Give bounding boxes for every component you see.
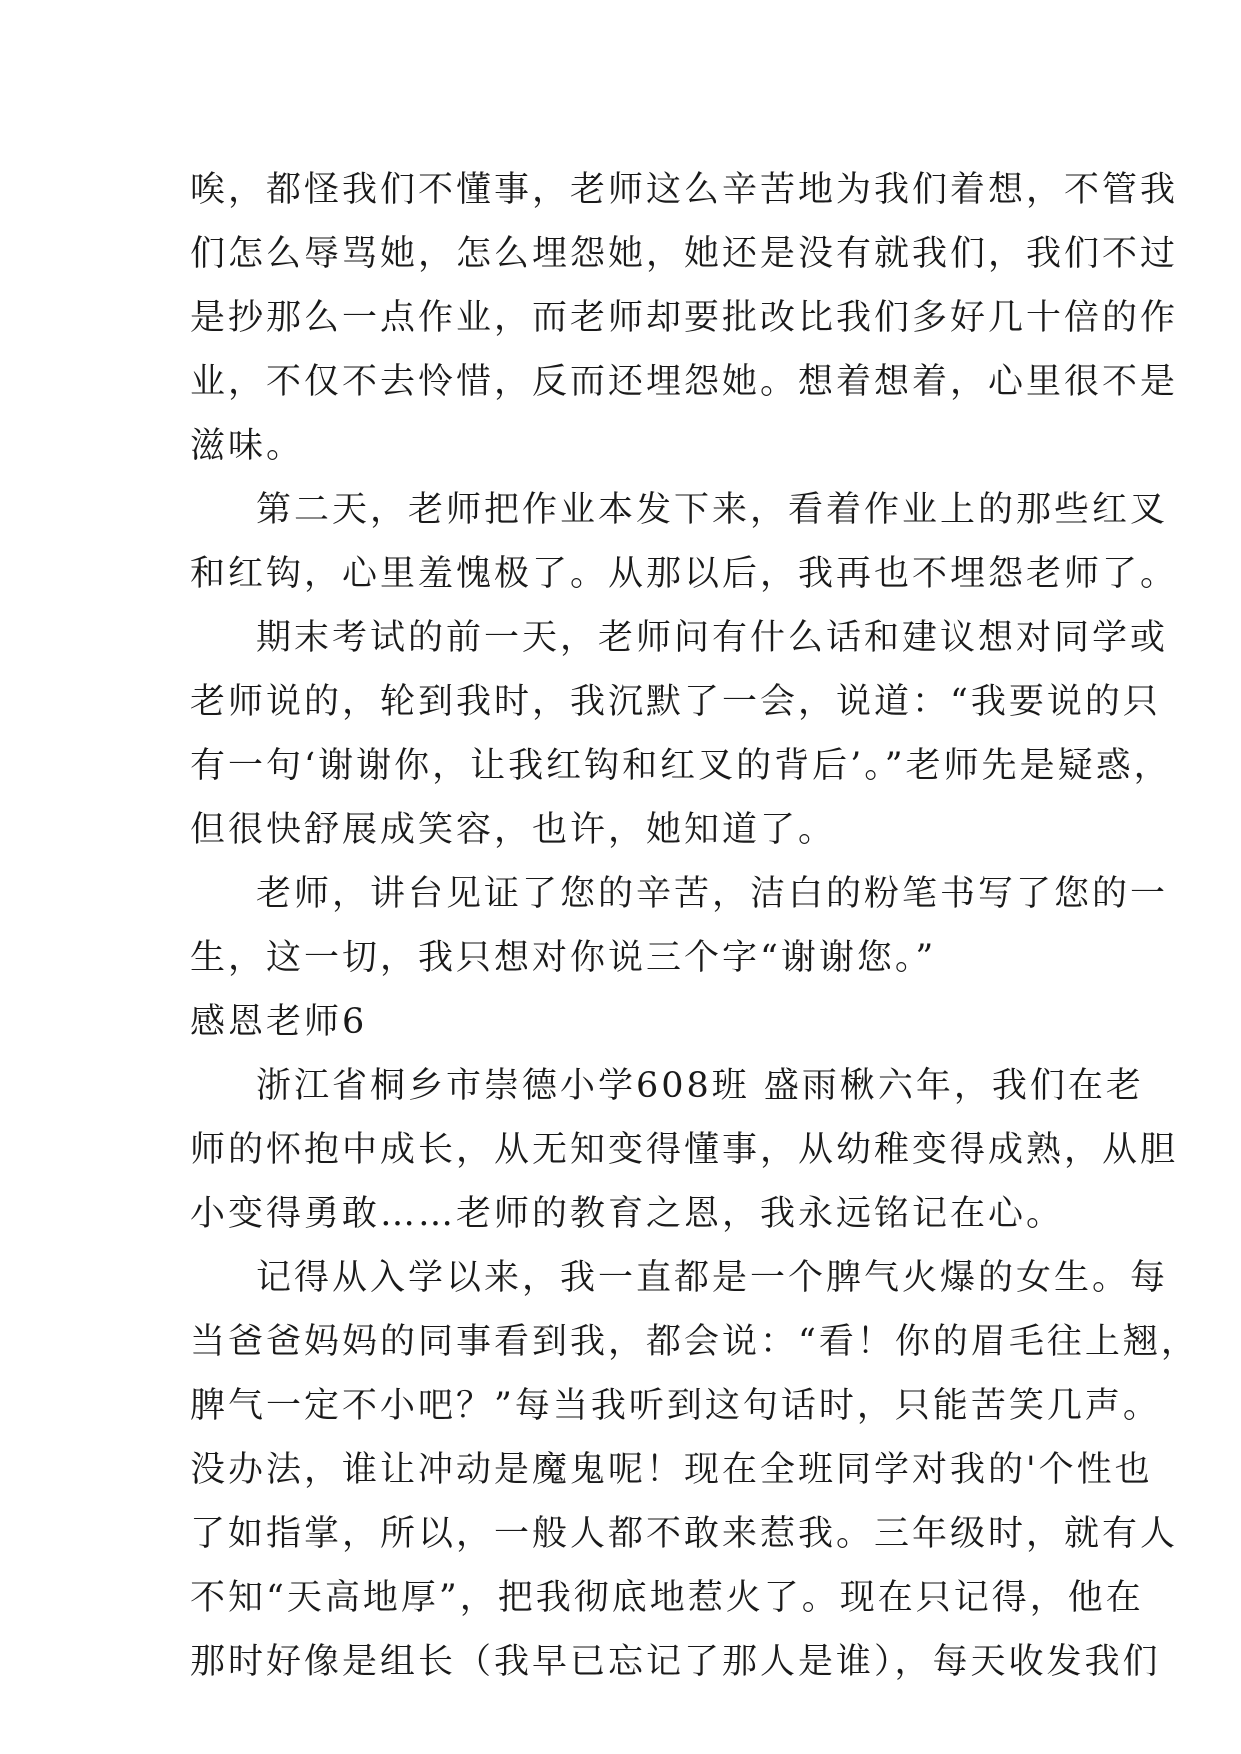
text-line: 有一句‘谢谢你，让我红钩和红叉的背后’。”老师先是疑惑， <box>190 746 1172 786</box>
document-body <box>190 158 1199 1694</box>
text-line: 脾气一定不小吧？”每当我听到这句话时，只能苦笑几声。 <box>190 1386 1161 1426</box>
paragraph-start-line: 第二天，老师把作业本发下来，看着作业上的那些红叉 <box>256 490 1169 530</box>
text-line: 没办法，谁让冲动是魔鬼呢！现在全班同学对我的'个性也 <box>190 1450 1153 1490</box>
text-line: 是抄那么一点作业，而老师却要批改比我们多好几十倍的作 <box>190 298 1179 338</box>
paragraph-start-line: 老师，讲台见证了您的辛苦，洁白的粉笔书写了您的一 <box>256 874 1169 914</box>
text-line: 老师说的，轮到我时，我沉默了一会，说道：“我要说的只 <box>190 682 1161 722</box>
text-line: 们怎么辱骂她，怎么埋怨她，她还是没有就我们，我们不过 <box>190 234 1179 274</box>
paragraph-start-line: 期末考试的前一天，老师问有什么话和建议想对同学或 <box>256 618 1169 658</box>
section-heading: 感恩老师6 <box>190 1002 368 1042</box>
text-line: 但很快舒展成笑容，也许，她知道了。 <box>190 810 837 850</box>
text-line: 滋味。 <box>190 426 305 466</box>
text-line: 当爸爸妈妈的同事看到我，都会说：“看！你的眉毛往上翘， <box>190 1322 1199 1362</box>
text-line: 唉，都怪我们不懂事，老师这么辛苦地为我们着想，不管我 <box>190 170 1179 210</box>
paragraph-start-line: 浙江省桐乡市崇德小学608班 盛雨楸六年，我们在老 <box>256 1066 1144 1106</box>
text-line: 不知“天高地厚”，把我彻底地惹火了。现在只记得，他在 <box>190 1578 1144 1618</box>
text-line: 生，这一切，我只想对你说三个字“谢谢您。” <box>190 938 937 978</box>
paragraph-start-line: 记得从入学以来，我一直都是一个脾气火爆的女生。每 <box>256 1258 1169 1298</box>
text-line: 小变得勇敢……老师的教育之恩，我永远铭记在心。 <box>190 1194 1065 1234</box>
text-line: 业，不仅不去怜惜，反而还埋怨她。想着想着，心里很不是 <box>190 362 1179 402</box>
text-line: 了如指掌，所以，一般人都不敢来惹我。三年级时，就有人 <box>190 1514 1179 1554</box>
text-line: 那时好像是组长（我早已忘记了那人是谁），每天收发我们 <box>190 1642 1161 1682</box>
text-line: 师的怀抱中成长，从无知变得懂事，从幼稚变得成熟，从胆 <box>190 1130 1179 1170</box>
text-line: 和红钩，心里羞愧极了。从那以后，我再也不埋怨老师了。 <box>190 554 1179 594</box>
